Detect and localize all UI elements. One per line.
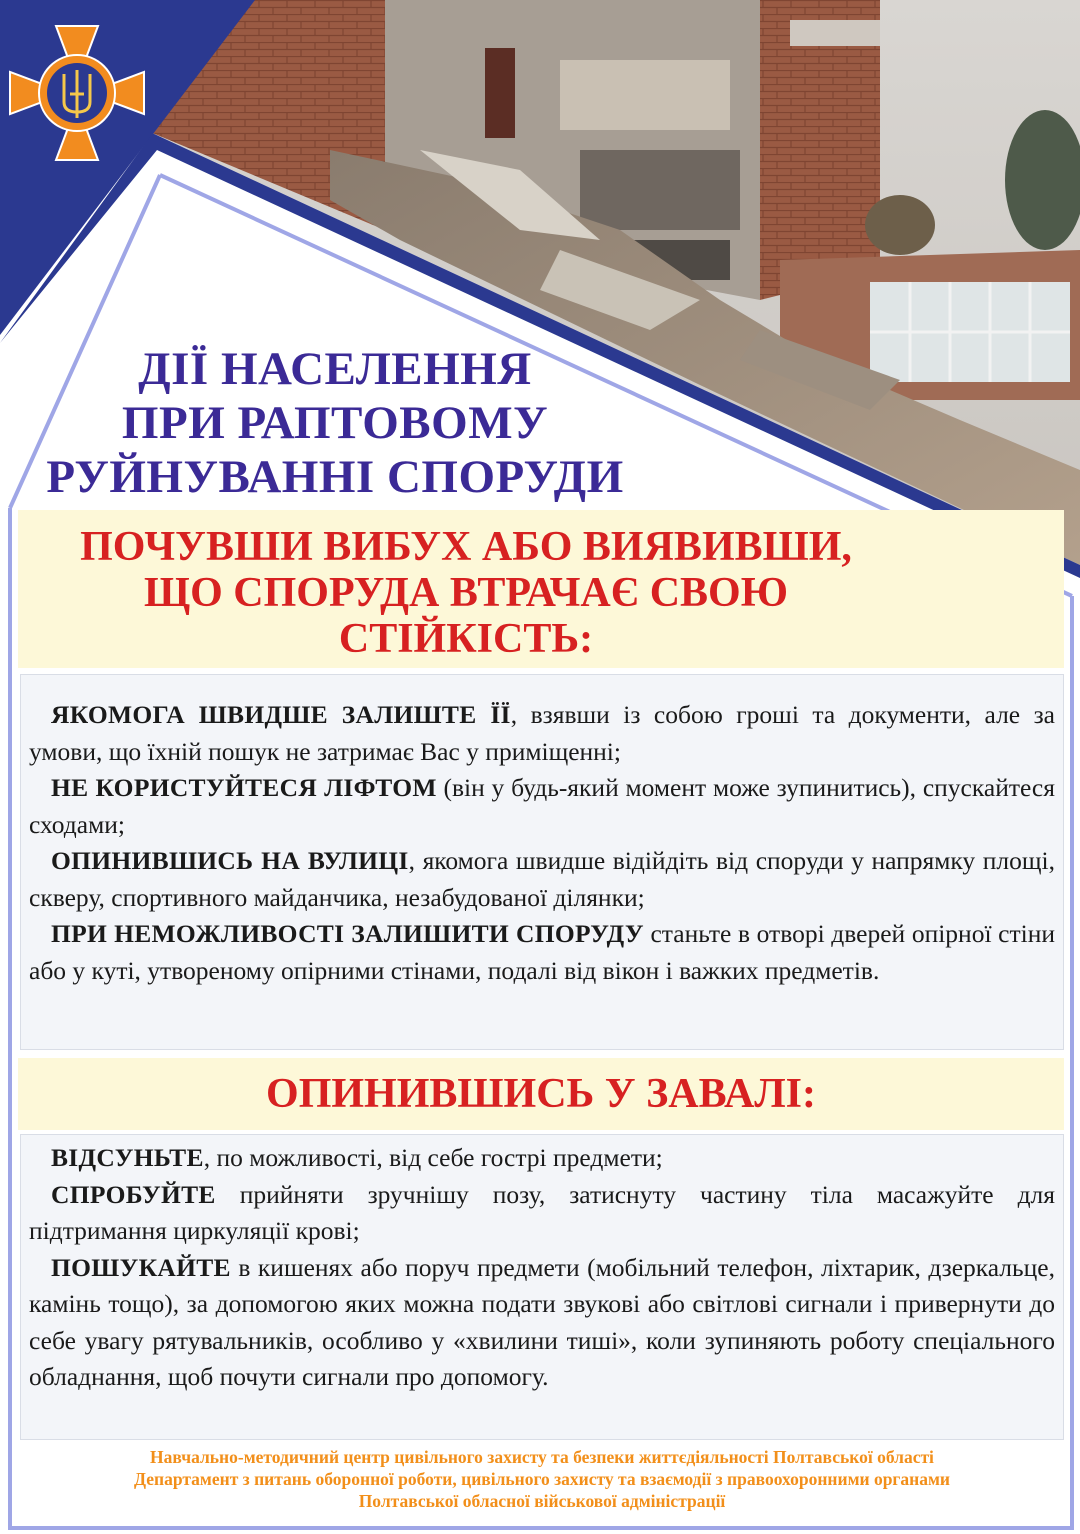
section1-heading-line-1: ПОЧУВШИ ВИБУХ АБО ВИЯВИВШИ, [80,524,852,570]
instruction-item [29,916,1055,989]
instruction-text: , якомога швидше відійдіть від споруди у напрямку площі, скверу, спортивного майданчика, незабудованої ділянки; [29,846,1055,912]
section1-heading-line-2: ЩО СПОРУДА ВТРАЧАЄ СВОЮ [143,570,789,616]
section1-heading-line-3: СТІЙКІСТЬ: [338,616,594,662]
instruction-item [29,1177,1055,1250]
instruction-emphasis: НЕ КОРИСТУЙТЕСЯ ЛІФТОМ [51,773,437,802]
dsns-cross-emblem-icon [6,22,148,164]
poster-title [20,342,650,504]
poster-footer [20,1446,1064,1512]
section1-instructions [20,674,1064,1050]
footer-line-1: Навчально-методичний центр цивільного захисту та безпеки життєдіяльності Полтавської області [150,1447,934,1467]
instruction-text: прийняти зручнішу позу, затиснуту частину тіла масажуйте для підтримання циркуляції крові; [29,1179,1055,1245]
title-line-2: ПРИ РАПТОВОМУ [121,397,549,449]
instruction-item [29,697,1055,770]
instruction-emphasis: ПОШУКАЙТЕ [51,1252,231,1282]
title-line-3: РУЙНУВАННІ СПОРУДИ [46,451,624,503]
section2-heading-band [18,1058,1064,1130]
instruction-text: , взявши із собою гроші та документи, але за умови, що їхній пошук не затримає Вас у приміщенні; [29,700,1055,766]
footer-line-2: Департамент з питань оборонної роботи, цивільного захисту та взаємодії з правоохоронними органами [134,1469,950,1489]
instruction-emphasis: СПРОБУЙТЕ [51,1179,216,1209]
instruction-text: (він у будь-який момент може зупинитись), спускайтеся сходами; [29,773,1055,839]
instruction-emphasis: ВІДСУНЬТЕ [51,1143,204,1172]
instruction-emphasis: ПРИ НЕМОЖЛИВОСТІ ЗАЛИШИТИ СПОРУДУ [51,919,644,948]
instruction-text: в кишенях або поруч предмети (мобільний телефон, ліхтарик, дзеркальце, камінь тощо), за допомогою яких можна подати звукові або світлові сигнали і привернути до себе увагу рятувальників, особливо у «хвилини тиші», коли зупиняють роботу спеціального обладнання, щоб почути сигнали про допомогу. [29,1252,1055,1391]
section2-instructions [20,1134,1064,1440]
footer-line-3: Полтавської обласної військової адміністрації [358,1491,726,1511]
instruction-item [29,843,1055,916]
instruction-item [29,770,1055,843]
instruction-text: , по можливості, від себе гострі предмети; [203,1143,663,1172]
title-line-1: ДІЇ НАСЕЛЕННЯ [138,343,532,395]
instruction-item [29,1250,1055,1396]
instruction-item [29,1140,1055,1177]
instruction-emphasis: ЯКОМОГА ШВИДШЕ ЗАЛИШТЕ ЇЇ [51,700,511,729]
section1-heading-band [18,510,1064,668]
section2-heading: ОПИНИВШИСЬ У ЗАВАЛІ: [266,1071,816,1117]
instruction-emphasis: ОПИНИВШИСЬ НА ВУЛИЦІ [51,846,409,875]
instruction-text: станьте в отворі дверей опірної стіни або у куті, утвореному опірними стінами, подалі від вікон і важких предметів. [29,919,1056,985]
